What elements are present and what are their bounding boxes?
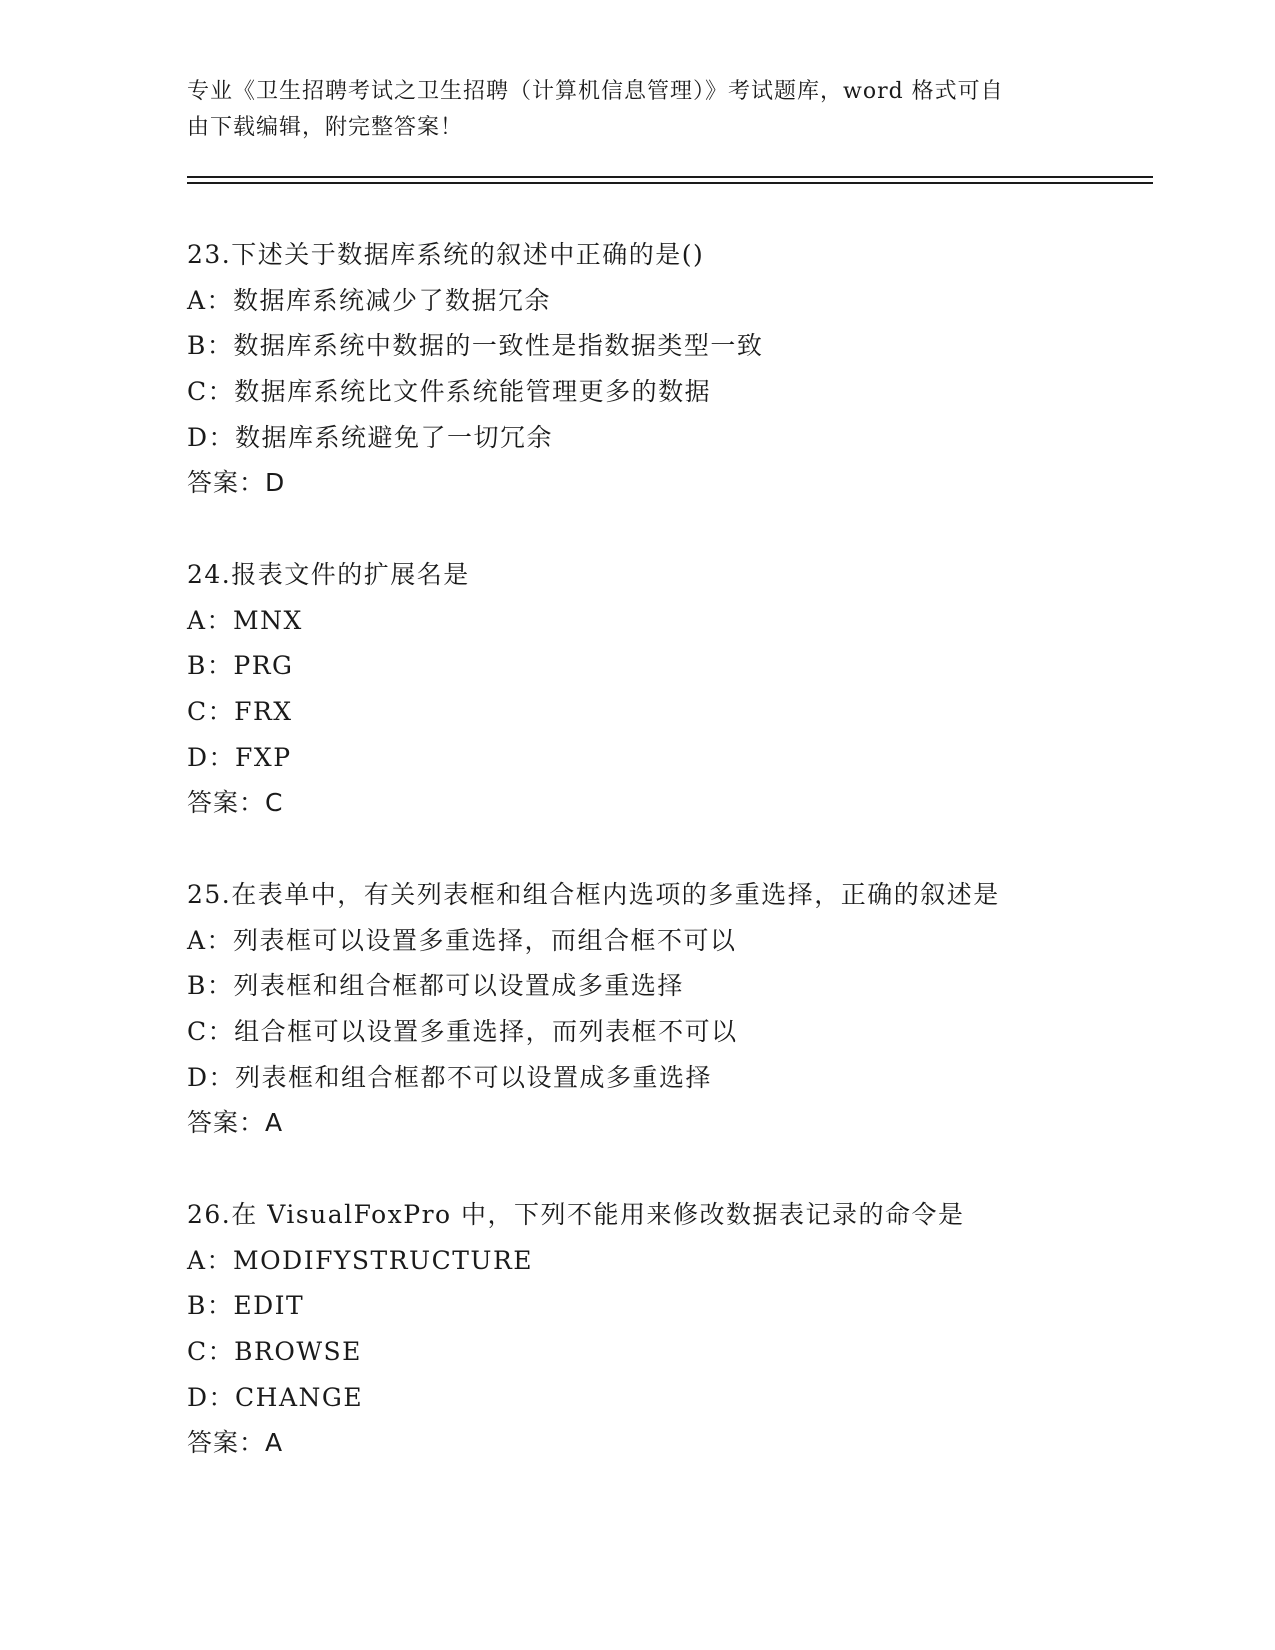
question-26 — [187, 1192, 1147, 1466]
answer-text: 答案：C — [187, 788, 284, 818]
option-c: C：数据库系统比文件系统能管理更多的数据 — [187, 377, 712, 407]
option-d: D：CHANGE — [187, 1382, 364, 1412]
answer-text: 答案：A — [187, 1108, 284, 1138]
header-line-2: 由下载编辑，附完整答案！ — [187, 115, 464, 140]
option-b: B：列表框和组合框都可以设置成多重选择 — [187, 971, 684, 1001]
option-d: D：数据库系统避免了一切冗余 — [187, 422, 554, 452]
option-a: A：MNX — [187, 605, 303, 635]
answer-text: 答案：A — [187, 1428, 284, 1458]
question-stem: 26.在 VisualFoxPro 中，下列不能用来修改数据表记录的命令是 — [187, 1200, 965, 1229]
option-b: B：PRG — [187, 651, 294, 681]
option-a: A：数据库系统减少了数据冗余 — [187, 285, 552, 315]
question-stem: 25.在表单中，有关列表框和组合框内选项的多重选择，正确的叙述是 — [187, 880, 1000, 909]
option-d: D：FXP — [187, 742, 292, 772]
document-header — [187, 74, 1067, 146]
option-c: C：组合框可以设置多重选择，而列表框不可以 — [187, 1017, 738, 1047]
option-c: C：BROWSE — [187, 1337, 362, 1367]
header-divider-top — [187, 176, 1153, 178]
option-c: C：FRX — [187, 697, 293, 727]
option-a: A：列表框可以设置多重选择，而组合框不可以 — [187, 925, 737, 955]
header-line-1: 专业《卫生招聘考试之卫生招聘（计算机信息管理）》考试题库，word 格式可自 — [187, 79, 1004, 104]
answer-text: 答案：D — [187, 468, 286, 498]
question-24 — [187, 552, 1147, 826]
question-stem: 24.报表文件的扩展名是 — [187, 560, 470, 589]
question-23 — [187, 232, 1147, 506]
header-divider-bottom — [187, 182, 1153, 184]
option-b: B：数据库系统中数据的一致性是指数据类型一致 — [187, 331, 764, 361]
question-stem: 23.下述关于数据库系统的叙述中正确的是() — [187, 240, 705, 269]
option-b: B：EDIT — [187, 1291, 305, 1321]
option-d: D：列表框和组合框都不可以设置成多重选择 — [187, 1062, 713, 1092]
option-a: A：MODIFYSTRUCTURE — [187, 1245, 534, 1275]
question-25 — [187, 872, 1147, 1146]
